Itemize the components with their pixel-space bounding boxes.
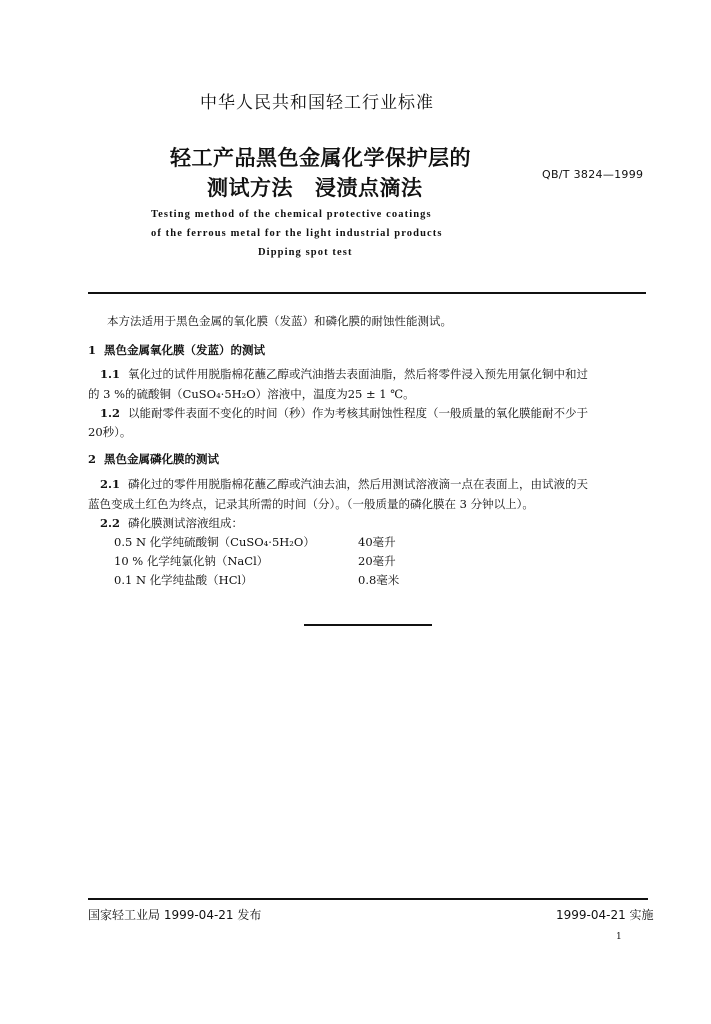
intro-paragraph: 本方法适用于黑色金属的氧化膜（发蓝）和磷化膜的耐蚀性能测试。 [107, 314, 452, 328]
clause-2-2-text: 磷化膜测试溶液组成： [128, 516, 244, 530]
clause-2-2-number: 2.2 [100, 516, 121, 530]
title-line-1: 轻工产品黑色金属化学保护层的 [170, 145, 471, 170]
section-2-heading [88, 451, 219, 467]
header-divider [88, 292, 646, 294]
clause-2-1-number: 2.1 [100, 477, 121, 491]
section-1-number: 1 [88, 343, 97, 357]
solution-row-3-name: 0.1 N 化学纯盐酸（HCl） [114, 573, 253, 587]
header-organization: 中华人民共和国轻工行业标准 [200, 93, 434, 113]
section-1-title: 黑色金属氧化膜（发蓝）的测试 [104, 343, 266, 357]
clause-1-1-line-1 [100, 366, 588, 382]
section-1-heading [88, 342, 265, 358]
section-2-title: 黑色金属磷化膜的测试 [104, 452, 220, 466]
english-title-line-1: Testing method of the chemical protective coatings [151, 209, 432, 220]
clause-1-2-number: 1.2 [100, 406, 121, 420]
footer-divider [88, 898, 648, 900]
section-2-number: 2 [88, 452, 97, 466]
title-line-2b: 浸渍点滴法 [315, 175, 423, 200]
issuer-line: 国家轻工业局 1999-04-21 发布 [88, 908, 262, 922]
clause-1-1-line-2: 的 3 %的硫酸铜（CuSO₄·5H₂O）溶液中，温度为25 ± 1 ℃。 [88, 387, 415, 401]
solution-row-1-name: 0.5 N 化学纯硫酸铜（CuSO₄·5H₂O） [114, 535, 315, 549]
clause-2-1-line-1 [100, 476, 588, 492]
effective-date: 1999-04-21 实施 [556, 908, 654, 922]
solution-row-3-amount: 0.8毫米 [358, 573, 400, 587]
clause-1-1-number: 1.1 [100, 367, 121, 381]
standard-number: QB/T 3824—1999 [542, 168, 644, 181]
clause-1-2-line-1 [100, 405, 588, 421]
solution-row-2-amount: 20毫升 [358, 554, 396, 568]
english-title-line-3: Dipping spot test [258, 247, 353, 258]
clause-2-1-text: 磷化过的零件用脱脂棉花蘸乙醇或汽油去油，然后用测试溶液滴一点在表面上，由试液的天 [128, 477, 589, 491]
clause-2-2 [100, 515, 243, 531]
solution-row-1-amount: 40毫升 [358, 535, 396, 549]
clause-1-2-line-2: 20秒）。 [88, 425, 132, 439]
clause-2-1-line-2: 蓝色变成土红色为终点，记录其所需的时间（分）。（一般质量的磷化膜在 3 分钟以上）。 [88, 497, 534, 511]
title-line-2a: 测试方法 [207, 175, 293, 200]
clause-1-1-text: 氧化过的试件用脱脂棉花蘸乙醇或汽油揩去表面油脂，然后将零件浸入预先用氯化铜中和过 [128, 367, 589, 381]
clause-1-2-text: 以能耐零件表面不变化的时间（秒）作为考核其耐蚀性程度（一般质量的氧化膜能耐不少于 [128, 406, 589, 420]
page-number: 1 [616, 932, 622, 942]
solution-row-2-name: 10 % 化学纯氯化钠（NaCl） [114, 554, 269, 568]
english-title-line-2: of the ferrous metal for the light industrial products [151, 228, 443, 239]
end-divider [304, 624, 432, 626]
title-line-2 [207, 172, 423, 202]
